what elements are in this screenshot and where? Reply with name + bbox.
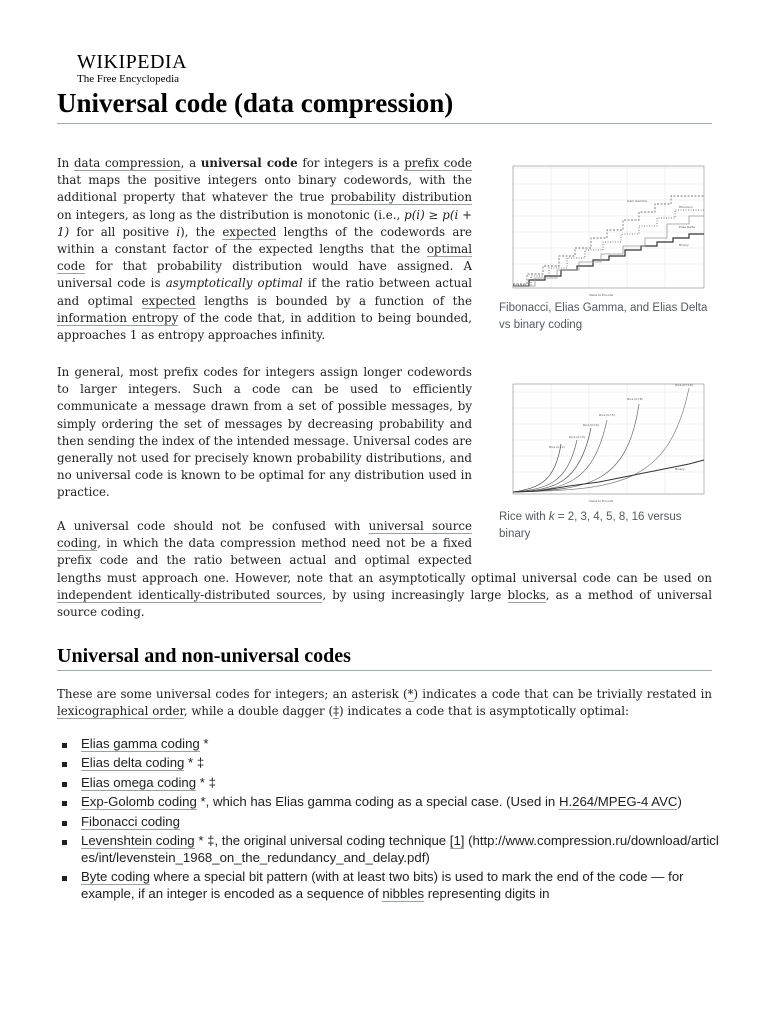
bullet-icon [62,821,67,826]
link-elias-omega[interactable]: Elias omega coding [81,774,197,790]
link-elias-delta[interactable]: Elias delta coding [81,755,185,771]
svg-text:Binary: Binary [675,467,685,471]
section-intro: These are some universal codes for integers; an asterisk (*) indicates a code that can be trivially restated in lexicographical order, while a double dagger (‡) indicates a code that is asymptotically optimal: [57,687,712,719]
bullet-icon [62,801,67,806]
section-divider [57,670,712,671]
link-lexicographical-order[interactable]: lexicographical order [57,704,184,719]
link-prefix-code[interactable]: prefix code [404,156,472,170]
svg-text:Value to Encode: Value to Encode [589,499,614,503]
svg-text:Elias Delta: Elias Delta [679,225,695,229]
link-levenshtein[interactable]: Levenshtein coding [81,832,195,848]
logo-tagline: The Free Encyclopedia [77,73,180,85]
list-item: Byte coding where a special bit pattern (with at least two bits) is used to mark the end of the code — for example, if an integer is encoded as a sequence of nibbles representing digits in [62,869,722,903]
figure-fibonacci-gamma-delta[interactable] [499,158,714,298]
math-monotonic: p(i) ≥ p(i + 1) [57,207,472,239]
paragraph-2: In general, most prefix codes for integers assign longer codewords to larger integers. Such a code can be used to efficiently communicate a message drawn from a set of possible messages, by simply ordering the set of messages by decreasing probability and then sending the index of the intended message. Universal codes are generally not used for precisely known probability distributions, and no universal code is known to be optimal for any distribution used in practice. [57,365,472,500]
link-optimal-code[interactable]: optimal code [57,242,472,274]
link-fibonacci-coding[interactable]: Fibonacci coding [81,813,180,829]
link-h264[interactable]: H.264/MPEG-4 AVC [558,794,678,810]
list-item: Elias gamma coding * [62,736,722,753]
title-divider [57,123,712,124]
figure-2-image [499,374,714,504]
link-blocks[interactable]: blocks [507,587,546,602]
svg-text:Binary: Binary [679,243,689,247]
link-reference-1[interactable]: [1] [449,832,465,848]
list-item: Elias delta coding * ‡ [62,755,722,772]
link-exp-golomb[interactable]: Exp-Golomb coding [81,794,197,810]
link-expected-2[interactable]: expected [141,293,196,308]
link-asterisk[interactable]: * [407,687,414,701]
link-iid-sources[interactable]: independent identically-distributed sources [57,587,323,602]
svg-text:Fibonacci: Fibonacci [679,205,693,209]
bullet-icon [62,840,67,845]
list-item [62,814,722,831]
link-universal-source-coding[interactable]: universal source coding [57,519,472,551]
list-item: Levenshtein coding * ‡, the original universal coding technique [1] (http://www.compression.ru/download/articles/int/levenstein_1968_on_the_redundancy_and_delay.pdf) [62,833,722,867]
bullet-icon [62,782,67,787]
link-data-compression[interactable]: data compression [73,156,181,170]
figure-2-caption: Rice with k = 2, 3, 4, 5, 8, 16 versus binary [499,511,682,540]
link-elias-gamma[interactable]: Elias gamma coding [81,736,200,751]
wikipedia-logo[interactable] [77,52,187,85]
list-item: Exp-Golomb coding *, which has Elias gamma coding as a special case. (Used in H.264/MPEG-4 AVC) [62,794,722,811]
bullet-icon [62,743,67,748]
link-byte-coding[interactable]: Byte coding [81,869,150,885]
logo-wordmark: WIKIPEDIA [77,51,188,73]
svg-text:Rice (k=8): Rice (k=8) [627,397,643,401]
svg-text:Rice (k=5): Rice (k=5) [599,413,615,417]
section-heading: Universal and non-universal codes [57,645,351,667]
bullet-icon [62,762,67,767]
link-double-dagger[interactable]: ‡ [333,704,339,719]
paragraph-3: A universal code should not be confused with universal source coding, in which the data compression method need not be a fixed prefix code and the ratio between actual and optimal expected lengths must approach one. However, note that an asymptotically optimal universal code can be used on independent identically-distributed sources, by using increasingly large blocks, as a method of universal source coding. [57,519,712,620]
svg-text:Rice (k=3): Rice (k=3) [569,435,585,439]
svg-text:Rice (k=16): Rice (k=16) [675,383,693,387]
figure-1-caption: Fibonacci, Elias Gamma, and Elias Delta vs binary coding [499,302,708,331]
page-title: Universal code (data compression) [57,88,454,118]
svg-text:Gam Gamma: Gam Gamma [627,199,647,203]
link-information-entropy[interactable]: information entropy [57,310,179,325]
intro-paragraph: In data compression, a universal code for integers is a prefix code that maps the positive integers onto binary codewords, with the additional property that whatever the true probability distribution on integers, as long as the distribution is monotonic (i.e., p(i) ≥ p(i + 1) for all positive i), the expected lengths of the codewords are within a constant factor of the expected lengths that the optimal code for that probability distribution would have assigned. A universal code is asymptotically optimal if the ratio between actual and optimal expected lengths is bounded by a function of the information entropy of the code that, in addition to being bounded, approaches 1 as entropy approaches infinity. [57,156,473,343]
svg-text:Rice (k=4): Rice (k=4) [583,423,599,427]
bullet-icon [62,876,67,881]
svg-text:Value to Encode: Value to Encode [589,293,614,297]
link-nibbles[interactable]: nibbles [382,885,425,901]
link-probability-distribution[interactable]: probability distribution [330,190,472,205]
figure-rice-vs-binary[interactable] [499,374,714,504]
list-item: Elias omega coding * ‡ [62,775,722,792]
link-expected[interactable]: expected [222,224,277,239]
figure-1-image [499,158,714,298]
universal-codes-list [62,736,722,905]
svg-text:Rice (k=2): Rice (k=2) [549,445,565,449]
